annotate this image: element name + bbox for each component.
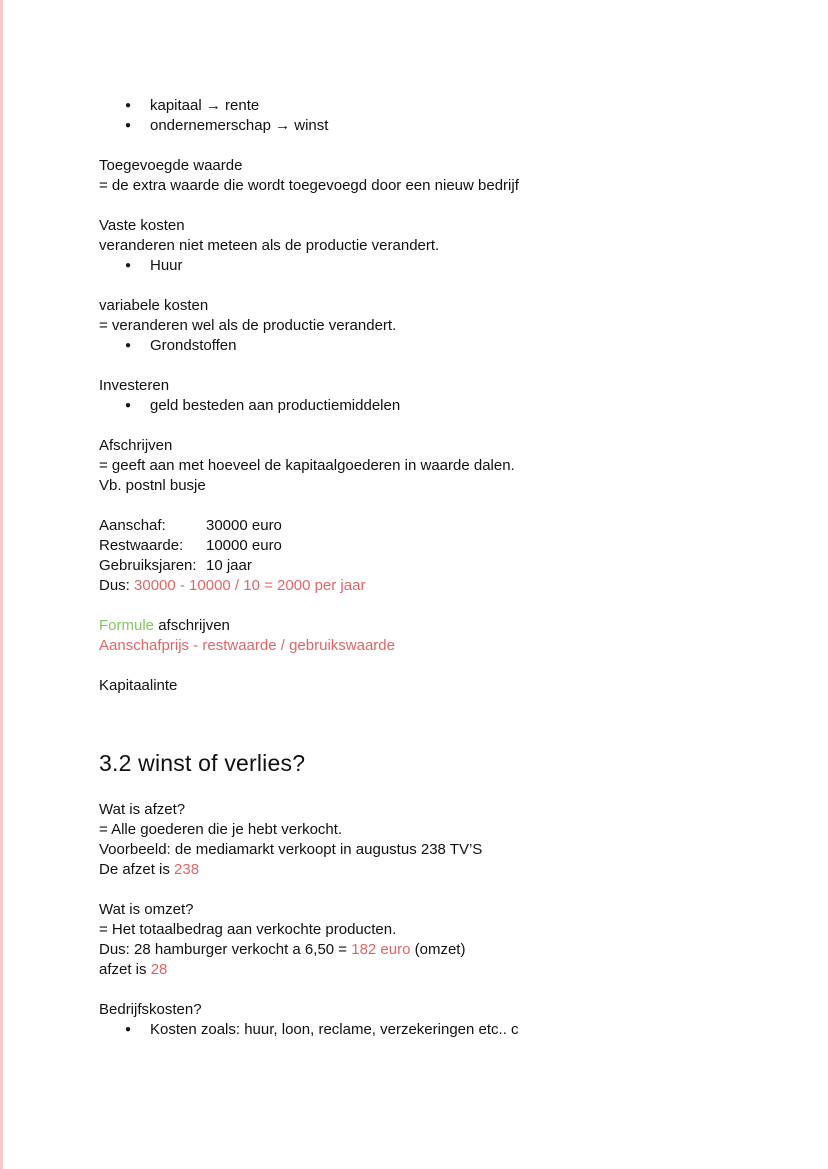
list-item xyxy=(99,256,739,276)
note-title: Investeren xyxy=(99,377,170,394)
result-line xyxy=(99,860,739,880)
calc-row xyxy=(99,516,739,536)
note-definition: = geeft aan met hoeveel de kapitaalgoederen in waarde dalen. xyxy=(99,457,515,474)
note-title: Kapitaalinte xyxy=(99,677,178,694)
vaste-kosten-block xyxy=(99,216,739,276)
example-line: Voorbeeld: de mediamarkt verkoopt in augustus 238 TV’S xyxy=(99,841,483,858)
result-line xyxy=(99,960,739,980)
list-item xyxy=(99,1020,739,1040)
result-prefix: afzet is xyxy=(99,961,147,978)
answer-line: = Alle goederen die je hebt verkocht. xyxy=(99,821,343,838)
calc-row xyxy=(99,556,739,576)
note-definition: = de extra waarde die wordt toegevoegd door een nieuw bedrijf xyxy=(99,177,519,194)
calc-row-label: Restwaarde: xyxy=(99,537,184,554)
calc-line xyxy=(99,940,739,960)
calc-value: 182 euro xyxy=(351,941,411,958)
note-title: variabele kosten xyxy=(99,297,209,314)
note-definition: = veranderen wel als de productie verandert. xyxy=(99,317,397,334)
vaste-kosten-list xyxy=(99,256,739,276)
question-line: Wat is afzet? xyxy=(99,801,186,818)
calc-prefix: Dus: 28 hamburger verkocht a 6,50 = xyxy=(99,941,348,958)
bedrijfskosten-list xyxy=(99,1020,739,1040)
answer-line: = Het totaalbedrag aan verkochte producten. xyxy=(99,921,397,938)
bullet-text: Huur xyxy=(150,257,183,274)
calc-row-value: 10 jaar xyxy=(206,557,252,574)
note-title: Vaste kosten xyxy=(99,217,185,234)
formule-block xyxy=(99,616,739,656)
calc-row xyxy=(99,536,739,556)
calc-row-value: 10000 euro xyxy=(206,537,282,554)
formule-title-line xyxy=(99,616,739,636)
note-title: Afschrijven xyxy=(99,437,173,454)
question-line: Wat is omzet? xyxy=(99,901,194,918)
document-page xyxy=(99,96,739,1060)
page-left-edge-tint xyxy=(0,0,3,1169)
investeren-block xyxy=(99,376,739,416)
list-item xyxy=(99,96,739,116)
calc-result-value: 30000 - 10000 / 10 = 2000 per jaar xyxy=(134,577,366,594)
calc-row-value: 30000 euro xyxy=(206,517,282,534)
result-value: 238 xyxy=(174,861,200,878)
bullet-text: Grondstoffen xyxy=(150,337,237,354)
afschrijven-block xyxy=(99,436,739,496)
afzet-block xyxy=(99,800,739,880)
formule-word: Formule xyxy=(99,617,155,634)
list-item xyxy=(99,116,739,136)
calc-result-line xyxy=(99,576,739,596)
formule-subject: afschrijven xyxy=(158,617,230,634)
result-value: 28 xyxy=(150,961,168,978)
list-item xyxy=(99,336,739,356)
question-line: Bedrijfskosten? xyxy=(99,1001,202,1018)
note-definition: veranderen niet meteen als de productie verandert. xyxy=(99,237,440,254)
calc-row-label: Aanschaf: xyxy=(99,517,166,534)
note-title: Toegevoegde waarde xyxy=(99,157,243,174)
section-heading: 3.2 winst of verlies? xyxy=(99,750,306,776)
bullet-text: kapitaal → rente xyxy=(150,97,260,114)
bedrijfskosten-block xyxy=(99,1000,739,1040)
bullet-text: Kosten zoals: huur, loon, reclame, verzekeringen etc.. c xyxy=(150,1021,519,1038)
intro-bullets-list xyxy=(99,96,739,136)
omzet-block xyxy=(99,900,739,980)
intro-bullets-block xyxy=(99,96,739,136)
kapitaalinte-block xyxy=(99,676,739,696)
bullet-text: geld besteden aan productiemiddelen xyxy=(150,397,401,414)
bullet-text: ondernemerschap → winst xyxy=(150,117,329,134)
variabele-kosten-block xyxy=(99,296,739,356)
calc-result-label: Dus: xyxy=(99,577,130,594)
toegevoegde-waarde-block xyxy=(99,156,739,196)
berekening-block xyxy=(99,516,739,596)
result-prefix: De afzet is xyxy=(99,861,170,878)
calc-suffix: (omzet) xyxy=(414,941,466,958)
variabele-kosten-list xyxy=(99,336,739,356)
note-example: Vb. postnl busje xyxy=(99,477,206,494)
investeren-list xyxy=(99,396,739,416)
list-item xyxy=(99,396,739,416)
formule-text: Aanschafprijs - restwaarde / gebruikswaarde xyxy=(99,637,395,654)
calc-row-label: Gebruiksjaren: xyxy=(99,557,197,574)
